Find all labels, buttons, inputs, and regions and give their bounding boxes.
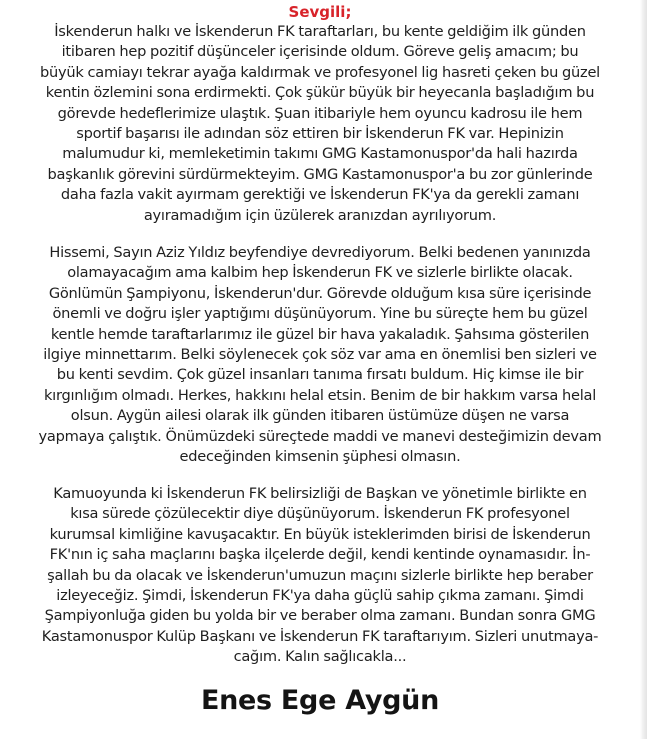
paragraph-line: sportif başarısı ile adından söz ettiren bir İskenderun FK var. Hepinizin (76, 125, 564, 143)
paragraph-line: büyük camiayı tekrar ayağa kaldırmak ve profesyonel lig hasreti çeken bu güzel (40, 63, 600, 81)
paragraph-line: önemli ve doğru işler yaptığımı düşünüyorum. Yine bu süreçte hem bu güzel (52, 305, 588, 323)
paragraph-future (14, 484, 626, 668)
paragraph-line: malumudur ki, memleketimin takımı GMG Kastamonuspor'da hali hazırda (62, 145, 578, 163)
paragraph-line: Kastamonuspor Kulüp Başkanı ve İskenderun FK taraftarıyım. Sizleri unutmaya- (41, 627, 599, 645)
paragraph-resignation (14, 22, 626, 226)
paragraph-line: itibaren hep pozitif düşünceler içerisinde oldum. Göreve geliş amacım; bu (61, 43, 579, 61)
paragraph-line: görevde hedeflerimize ulaştık. Şuan itibariyle hem oyuncu kadrosu ile hem (57, 104, 583, 122)
paragraph-line: şallah bu da olacak ve İskenderun'umuzun maçını sizlerle birlikte hep beraber (47, 566, 593, 584)
paragraph-line: cağım. Kalın sağlıcakla... (233, 648, 407, 666)
paragraph-line: izleyeceğiz. Şimdi, İskenderun FK'ya daha güçlü sahip çıkma zamanı. Şimdi (56, 587, 584, 605)
letter-greeting: Sevgili; (288, 3, 352, 21)
paragraph-line: İskenderun halkı ve İskenderun FK taraftarları, bu kente geldiğim ilk günden (54, 23, 586, 40)
paragraph-line: Hissemi, Sayın Aziz Yıldız beyfendiye devrediyorum. Belki bedenen yanınızda (49, 244, 591, 261)
paragraph-line: Şampiyonluğa giden bu yolda bir ve beraber olma zamanı. Bundan sonra GMG (44, 607, 596, 625)
paragraph-line: başkanlık görevini sürdürmekteyim. GMG Kastamonuspor'a bu zor günlerinde (47, 165, 593, 183)
paragraph-line: Kamuoyunda ki İskenderun FK belirsizliği de Başkan ve yönetimle birlikte en (53, 485, 587, 502)
paragraph-line: Gönlümün Şampiyonu, İskenderun'dur. Görevde olduğum kısa süre içerisinde (48, 284, 592, 302)
paragraph-line: olamayacağım ama kalbim hep İskenderun FK ve sizlerle birlikte olacak. (67, 264, 573, 282)
paragraph-line: ilgiye minnettarım. Belki söylenecek çok söz var ama en önemlisi ben sizleri ve (43, 346, 597, 364)
paragraph-line: olsun. Aygün ailesi olarak ilk günden itibaren üstümüze düşen ne varsa (70, 407, 570, 425)
paragraph-line: yapmaya çalıştık. Önümüzdeki süreçtede maddi ve manevi desteğimizin devam (38, 427, 602, 445)
paragraph-line: bu kenti sevdim. Çok güzel insanları tanıma fırsatı buldum. Hiç kimse ile bir (56, 366, 584, 384)
paragraph-line: FK'nın iç saha maçlarını başka ilçelerde değil, kendi kentinde oynamasıdır. İn- (49, 546, 591, 564)
paragraph-line: kentin özlemini sona erdirmekti. Çok şükür büyük bir heyecanla başladığım bu (45, 84, 595, 102)
paragraph-line: kentle hemde taraftarlarımız ile güzel bir hava yakaladık. Şahsıma gösterilen (50, 325, 590, 343)
paragraph-handover (14, 243, 626, 467)
paragraph-line: edeceğinden kimsenin şüphesi olmasın. (179, 448, 461, 466)
paragraph-line: daha fazla vakit ayırmam gerektiği ve İskenderun FK'ya da gerekli zamanı (60, 186, 580, 204)
paragraph-line: kurumsal kimliğine kavuşacaktır. En büyük isteklerimden birisi de İskenderun (49, 525, 591, 543)
paragraph-line: kısa sürede çözülecektir diye düşünüyorum. İskenderun FK profesyonel (70, 505, 570, 523)
paragraph-line: ayıramadığım için üzülerek aranızdan ayrılıyorum. (143, 206, 497, 224)
signature: Enes Ege Aygün (200, 685, 440, 716)
paragraph-line: kırgınlığım olmadı. Herkes, hakkını helal etsin. Benim de bir hakkım varsa helal (43, 386, 596, 404)
page-edge (640, 0, 647, 739)
